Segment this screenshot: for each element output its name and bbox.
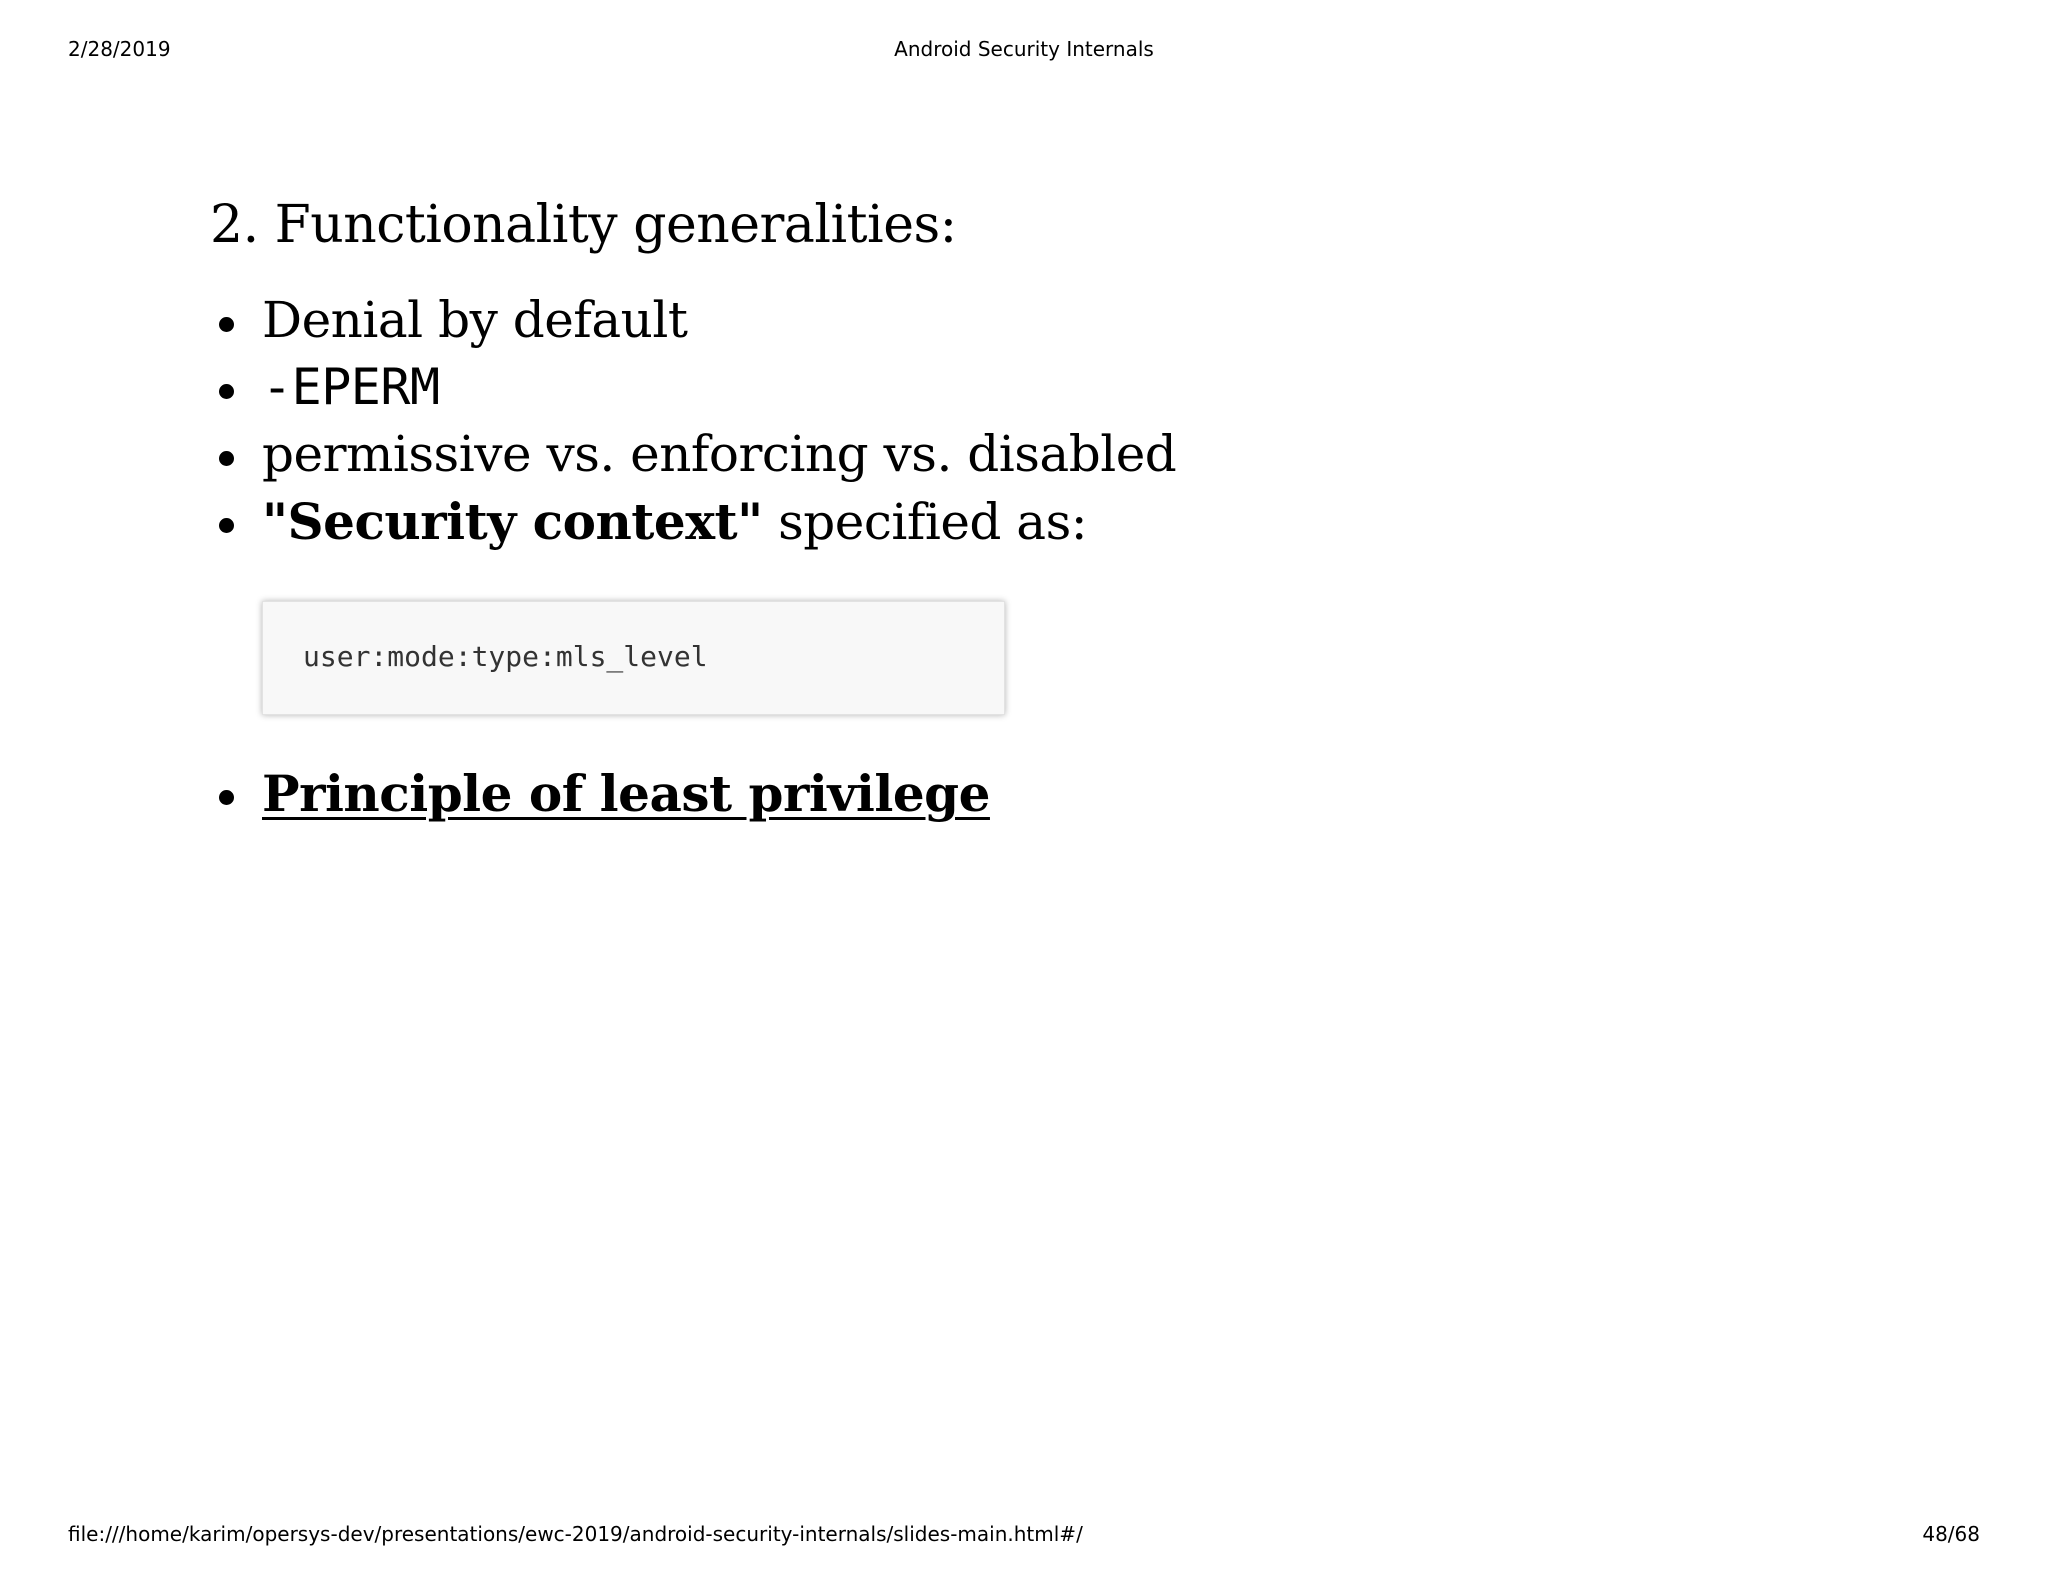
print-header (0, 37, 2048, 65)
bullet-list (210, 287, 1810, 556)
bullet-text: Denial by default (262, 291, 688, 349)
bullet-dot-icon (219, 451, 234, 466)
document-title: Android Security Internals (894, 37, 1154, 61)
page-url: file:///home/karim/opersys-dev/presentations/ewc-2019/android-security-internals/slides-main.html#/ (68, 1522, 1083, 1546)
print-footer (0, 1522, 2048, 1550)
bullet-list-secondary (210, 760, 1810, 828)
bullet-text: permissive vs. enforcing vs. disabled (262, 425, 1177, 483)
code-text: user:mode:type:mls_level (303, 640, 708, 673)
bullet-bold-text: "Security context" (262, 492, 763, 551)
bullet-text: specified as: (762, 493, 1088, 551)
bullet-dot-icon (219, 518, 234, 533)
bullet-code-text: -EPERM (262, 358, 440, 416)
bullet-dot-icon (219, 317, 234, 332)
bullet-item-security-context (210, 488, 1810, 556)
bullet-item-denial-by-default (210, 287, 1810, 354)
bullet-dot-icon (219, 384, 234, 399)
code-block (262, 601, 1005, 715)
bullet-item-eperm (210, 354, 1810, 421)
slide-title: 2. Functionality generalities: (210, 195, 957, 255)
page-indicator: 48/68 (1922, 1522, 1980, 1546)
bullet-dot-icon (219, 790, 234, 805)
bullet-item-least-privilege (210, 760, 1810, 828)
print-date: 2/28/2019 (68, 37, 171, 61)
least-privilege-link[interactable]: Principle of least privilege (262, 764, 990, 823)
bullet-item-modes (210, 421, 1810, 488)
slide-content (210, 185, 1810, 828)
